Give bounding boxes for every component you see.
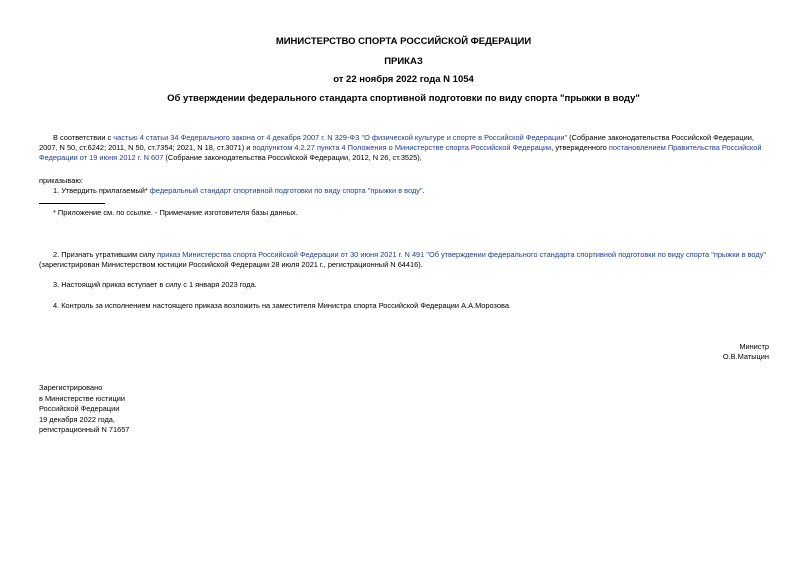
document-type: ПРИКАЗ (384, 56, 423, 67)
registration-line: 19 декабря 2022 года, (39, 414, 115, 424)
ministry-heading: МИНИСТЕРСТВО СПОРТА РОССИЙСКОЙ ФЕДЕРАЦИИ (275, 36, 532, 47)
preamble-text-2: (Собрание законодательства Российской Федерации, 2007, N 50, ст.6242; 2011, N 50, ст.7354; 2021, N 18, ст.3071) и (39, 133, 754, 152)
government-decree-link[interactable]: постановлением Правительства Российской Федерации от 19 июня 2012 г. N 607 (39, 143, 762, 162)
standard-link[interactable]: федеральный стандарт спортивной подготовки по виду спорта "прыжки в воду" (149, 186, 423, 195)
item-1-text-1: 1. Утвердить прилагаемый* (53, 186, 150, 195)
item-2 (39, 250, 770, 270)
preamble-text-1: В соответствии с (53, 133, 114, 142)
repealed-order-link[interactable]: приказ Министерства спорта Российской Федерации от 30 июня 2021 г. N 491 "Об утверждении федерального стандарта спортивной подготовки по виду спорта "прыжки в воду" (157, 250, 767, 259)
item-3: 3. Настоящий приказ вступает в силу с 1 января 2023 года. (53, 280, 257, 289)
item-4: 4. Контроль за исполнением настоящего приказа возложить на заместителя Министра спорта Российской Федерации А.А.Морозова. (53, 301, 511, 310)
footnote: * Приложение см. по ссылке. - Примечание изготовителя базы данных. (53, 208, 298, 217)
registration-line: в Министерстве юстиции (39, 393, 126, 403)
item-2-text-2: (зарегистрирован Министерством юстиции Российской Федерации 28 июля 2021 г., регистрационный N 64416). (39, 260, 423, 269)
registration-line: Российской Федерации (39, 404, 120, 413)
registration-block (39, 383, 239, 436)
registration-line: Зарегистрировано (39, 383, 103, 392)
regulation-link[interactable]: подпунктом 4.2.27 пункта 4 Положения о Министерстве спорта Российской Федерации (252, 143, 552, 152)
document-date-number: от 22 ноября 2022 года N 1054 (333, 74, 474, 85)
preamble-text-3: , утвержденного (551, 143, 609, 152)
order-word: приказываю: (39, 176, 83, 185)
document-subject: Об утверждении федерального стандарта спортивной подготовки по виду спорта "прыжки в воду" (167, 93, 640, 104)
footnote-divider (39, 203, 105, 204)
registration-line: регистрационный N 71657 (39, 425, 130, 434)
preamble-text-4: (Собрание законодательства Российской Федерации, 2012, N 26, ст.3525), (163, 153, 422, 162)
preamble-paragraph (39, 133, 770, 163)
signatory-title: Министр (739, 342, 769, 351)
item-2-text-1: 2. Признать утратившим силу (53, 250, 158, 259)
signatory-name: О.В.Матыцин (722, 352, 769, 361)
item-1-text-2: . (422, 186, 425, 195)
item-1 (39, 186, 770, 196)
law-link[interactable]: частью 4 статьи 34 Федерального закона от 4 декабря 2007 г. N 329-ФЗ "О физической культуре и спорте в Российской Федерации" (113, 133, 568, 142)
